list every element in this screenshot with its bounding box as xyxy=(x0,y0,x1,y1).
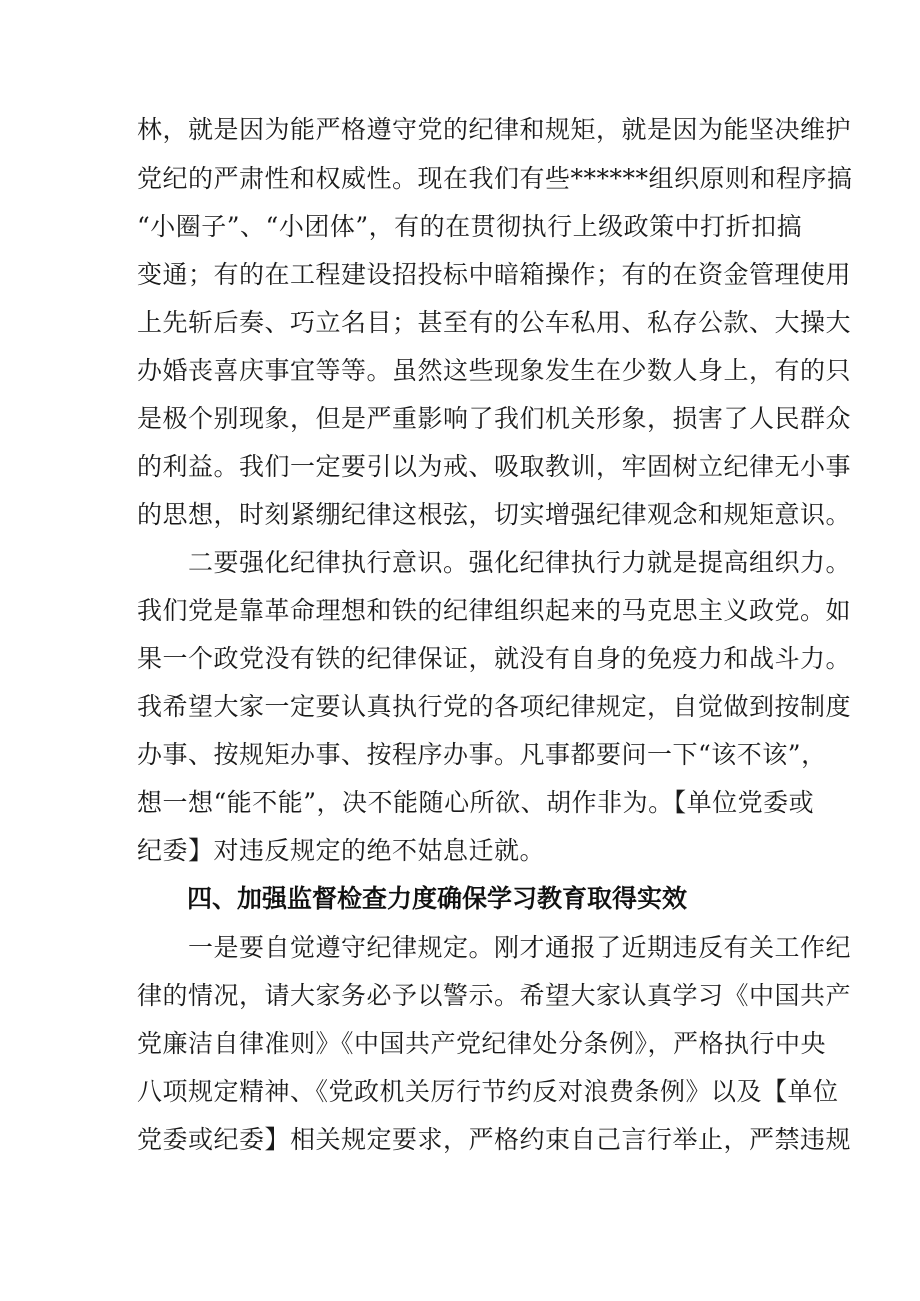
paragraph-3-line-3: 党廉洁自律准则》《中国共产党纪律处分条例》，严格执行中央 xyxy=(137,1029,827,1058)
paragraph-1-line-3: “小圈子”、“小团体”，有的在贯彻执行上级政策中打折扣搞 xyxy=(137,212,803,241)
paragraph-1-line-4: 变通；有的在工程建设招投标中暗箱操作；有的在资金管理使用 xyxy=(137,260,852,289)
paragraph-1-line-9: 的思想，时刻紧绷纪律这根弦，切实增强纪律观念和规矩意识。 xyxy=(137,500,852,529)
paragraph-3-line-2: 律的情况，请大家务必予以警示。希望大家认真学习《中国共产 xyxy=(137,981,852,1010)
paragraph-2-line-5: 办事、按规矩办事、按程序办事。凡事都要问一下“该不该”， xyxy=(137,740,827,769)
paragraph-1-line-5: 上先斩后奏、巧立名目；甚至有的公车私用、私存公款、大操大 xyxy=(137,308,852,337)
section-heading: 四、加强监督检查力度确保学习教育取得实效 xyxy=(187,884,688,913)
paragraph-1-line-6: 办婚丧喜庆事宜等等。虽然这些现象发生在少数人身上，有的只 xyxy=(137,356,852,385)
paragraph-1-line-8: 的利益。我们一定要引以为戒、吸取教训，牢固树立纪律无小事 xyxy=(137,452,852,481)
paragraph-3-line-4: 八项规定精神、《党政机关厉行节约反对浪费条例》以及【单位 xyxy=(137,1077,839,1106)
paragraph-2-line-1: 二要强化纪律执行意识。强化纪律执行力就是提高组织力。 xyxy=(137,548,852,577)
paragraph-3-line-1: 一是要自觉遵守纪律规定。刚才通报了近期违反有关工作纪 xyxy=(137,933,852,962)
paragraph-1-line-2: 党纪的严肃性和权威性。现在我们有些******组织原则和程序搞 xyxy=(137,164,853,193)
paragraph-2-line-3: 果一个政党没有铁的纪律保证，就没有自身的免疫力和战斗力。 xyxy=(137,644,852,673)
paragraph-2-line-6: 想一想“能不能”，决不能随心所欲、胡作非为。【单位党委或 xyxy=(137,788,815,817)
paragraph-1-line-1: 林，就是因为能严格遵守党的纪律和规矩，就是因为能坚决维护 xyxy=(137,115,852,144)
paragraph-3-line-5: 党委或纪委】相关规定要求，严格约束自己言行举止，严禁违规 xyxy=(137,1125,852,1154)
paragraph-2-line-4: 我希望大家一定要认真执行党的各项纪律规定，自觉做到按制度 xyxy=(137,692,852,721)
paragraph-1-line-7: 是极个别现象，但是严重影响了我们机关形象，损害了人民群众 xyxy=(137,404,852,433)
paragraph-2-line-2: 我们党是靠革命理想和铁的纪律组织起来的马克思主义政党。如 xyxy=(137,596,852,625)
paragraph-2-line-7: 纪委】对违反规定的绝不姑息迁就。 xyxy=(137,836,546,865)
